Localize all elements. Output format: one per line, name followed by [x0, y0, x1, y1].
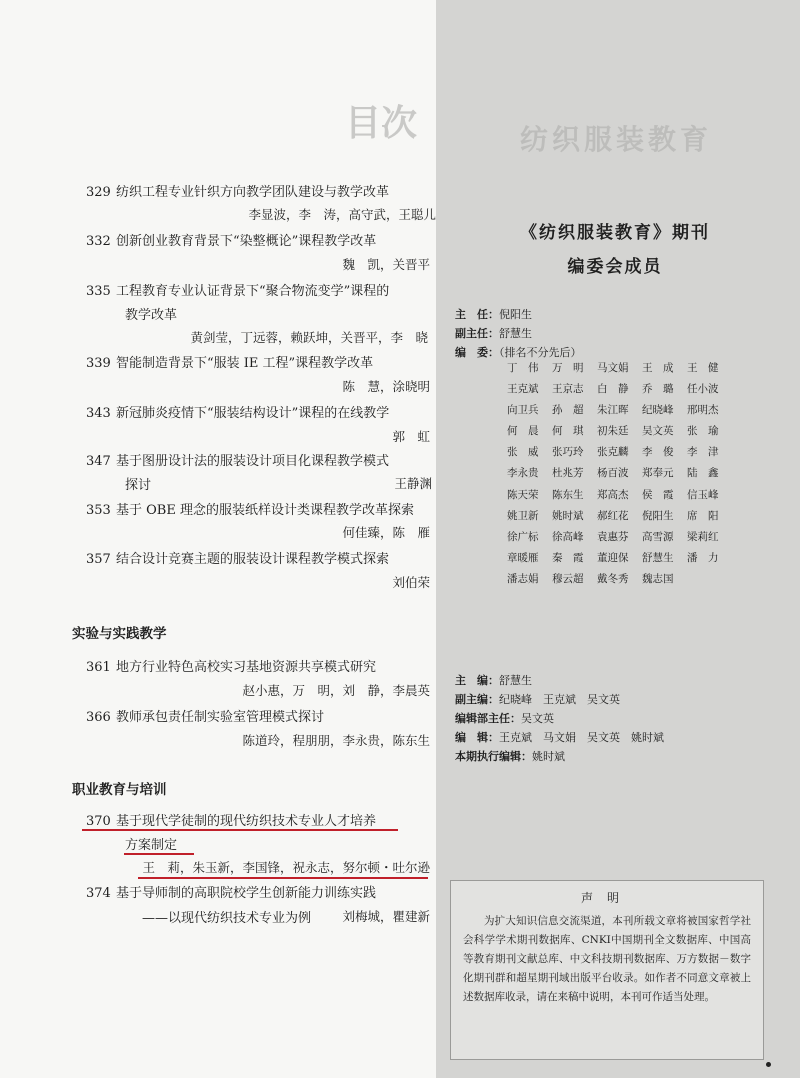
board-member: 董迎保	[597, 551, 629, 564]
board-member: 李永贵	[507, 467, 539, 480]
board-member: 纪晓峰	[642, 404, 674, 417]
board-member: 姚时斌	[552, 509, 584, 522]
board-subtitle: 编委会成员	[567, 257, 663, 277]
board-member: 潘志娟	[507, 572, 539, 585]
toc-entry-cont[interactable]: 方案制定	[125, 838, 178, 853]
board-member: 郝红花	[597, 509, 629, 522]
board-member: 郑高杰	[597, 488, 629, 501]
board-member: 袁惠芬	[597, 530, 629, 543]
editors-line: 编 辑：王克斌 马文娟 吴文英 姚时斌	[455, 731, 664, 744]
toc-authors: 何佳臻，陈 雁	[342, 525, 430, 540]
toc-entry[interactable]: 329 纺织工程专业针织方向教学团队建设与教学改革	[86, 185, 390, 200]
board-members-list	[507, 358, 737, 590]
page-dot	[766, 1062, 771, 1067]
toc-entry[interactable]: 374 基于导师制的高职院校学生创新能力训练实践	[86, 886, 377, 901]
toc-entry-cont[interactable]: 探讨	[125, 478, 152, 493]
board-member: 舒慧生	[642, 551, 674, 564]
toc-entry[interactable]: 353 基于 OBE 理念的服装纸样设计类课程教学改革探索	[86, 503, 414, 518]
statement-title: 声明	[580, 891, 633, 905]
board-member: 朱江晖	[597, 404, 629, 417]
board-member: 孙 超	[552, 404, 584, 417]
toc-entry[interactable]: 361 地方行业特色高校实习基地资源共享模式研究	[86, 660, 377, 675]
statement-body: 为扩大知识信息交流渠道，本刊所载文章将被国家哲学社会科学学术期刊数据库、CNKI中国期刊全文数据库、中国高等教育期刊文献总库、中文科技期刊数据库、万方数据－数字化期刊群和超星期刊域出版平台收录。如作者不同意文章被上述数据库收录，请在来稿中说明，本刊可作适当处理。	[463, 915, 751, 1003]
toc-authors: 魏 凯，关晋平	[342, 257, 430, 272]
toc-authors: 刘梅城，瞿建新	[342, 909, 430, 924]
board-member: 张巧玲	[552, 446, 584, 459]
toc-entry[interactable]: 343 新冠肺炎疫情下“服装结构设计”课程的在线教学	[86, 406, 390, 421]
board-member: 马文娟	[597, 362, 629, 374]
exec-editor-line: 本期执行编辑：姚时斌	[455, 750, 565, 763]
toc-entry[interactable]: 339 智能制造背景下“服装 IE 工程”课程教学改革	[86, 356, 374, 371]
board-member: 向卫兵	[507, 404, 539, 417]
members-line: 编 委：（排名不分先后）	[455, 346, 582, 359]
board-member: 陈天荣	[507, 488, 539, 501]
toc-entry-highlighted[interactable]: 370 基于现代学徒制的现代纺织技术专业人才培养	[86, 814, 377, 829]
board-member: 王 成	[642, 362, 674, 374]
board-member: 陈东生	[552, 488, 584, 501]
board-member: 姚卫新	[507, 509, 539, 522]
director-line: 主 任：倪阳生	[455, 308, 532, 321]
board-member: 穆云超	[552, 572, 584, 585]
toc-entry[interactable]: 332 创新创业教育背景下“染整概论”课程教学改革	[86, 234, 377, 249]
board-member: 席 阳	[687, 509, 719, 522]
toc-entry-cont[interactable]: 教学改革	[125, 308, 178, 323]
toc-authors: 王静渊	[394, 476, 432, 491]
vice-director-line: 副主任：舒慧生	[455, 327, 532, 340]
toc-entry[interactable]: 347 基于图册设计法的服装设计项目化课程教学模式	[86, 454, 390, 469]
board-member: 侯 霞	[642, 488, 674, 501]
board-member: 王 健	[687, 362, 719, 374]
deputy-editor-line: 副主编：纪晓峰 王克斌 吴文英	[455, 693, 620, 706]
board-member: 魏志国	[642, 572, 674, 585]
board-member: 杜兆芳	[552, 467, 584, 480]
board-member: 戴冬秀	[597, 572, 629, 585]
board-member: 徐广标	[507, 530, 539, 543]
board-member: 梁莉红	[687, 530, 719, 543]
board-member: 徐高峰	[552, 530, 584, 543]
toc-entry[interactable]: 335 工程教育专业认证背景下“聚合物流变学”课程的	[86, 284, 390, 299]
board-member: 白 静	[597, 383, 629, 396]
board-member: 初朱廷	[597, 425, 629, 438]
highlight-underline	[124, 853, 194, 855]
office-director-line: 编辑部主任：吴文英	[455, 712, 554, 725]
board-member: 章暖雁	[507, 551, 539, 564]
board-member: 何 琪	[552, 425, 584, 438]
board-member: 王克斌	[507, 383, 539, 396]
board-member: 张 瑜	[687, 425, 719, 438]
board-member: 秦 霞	[552, 551, 584, 564]
board-member: 何 晨	[507, 425, 539, 438]
toc-subtitle: ——以现代纺织技术专业为例	[142, 911, 312, 926]
board-member: 万 明	[552, 362, 584, 374]
section-heading: 职业教育与培训	[72, 782, 167, 798]
board-member: 张 威	[507, 446, 539, 459]
toc-authors: 刘伯荣	[392, 575, 430, 590]
board-member: 邢明杰	[687, 404, 719, 417]
board-member: 丁 伟	[507, 362, 539, 374]
board-member: 张克麟	[597, 446, 629, 459]
board-member: 杨百波	[597, 467, 629, 480]
board-member: 高雪源	[642, 530, 674, 543]
toc-authors: 陈道玲，程朋朋，李永贵，陈东生	[242, 733, 430, 748]
toc-entry[interactable]: 366 教师承包责任制实验室管理模式探讨	[86, 710, 325, 725]
highlight-underline	[138, 877, 428, 879]
board-member: 信玉峰	[687, 488, 719, 501]
board-member: 李 津	[687, 446, 719, 459]
bleed-through-text: 纺织服装教育	[520, 123, 713, 156]
board-member: 乔 璐	[642, 383, 674, 396]
toc-authors: 郭 虹	[392, 429, 430, 444]
section-heading: 实验与实践教学	[72, 626, 167, 642]
board-title: 《纺织服装教育》期刊	[520, 223, 710, 243]
board-member: 吴文英	[642, 425, 674, 438]
bleed-through-text: 目次	[345, 102, 418, 144]
highlight-underline	[82, 829, 398, 831]
board-member: 任小波	[687, 383, 719, 396]
statement-box	[450, 880, 764, 1060]
board-member: 郑奉元	[642, 467, 674, 480]
board-member: 陆 鑫	[687, 467, 719, 480]
board-member: 潘 力	[687, 551, 719, 564]
toc-authors-highlighted: 王 莉，朱玉新，李国锋，祝永志，努尔顿・吐尔逊	[142, 860, 430, 875]
toc-authors: 黄剑莹，丁远蓉，赖跃坤，关晋平，李 晓	[190, 330, 428, 345]
editor-line: 主 编：舒慧生	[455, 674, 532, 687]
toc-entry[interactable]: 357 结合设计竞赛主题的服装设计课程教学模式探索	[86, 552, 390, 567]
toc-authors: 李显波，李 涛，高守武，王聪儿	[248, 207, 436, 222]
board-member: 李 俊	[642, 446, 674, 459]
board-member: 王京志	[552, 383, 584, 396]
board-member: 倪阳生	[642, 509, 674, 522]
toc-authors: 赵小惠，万 明，刘 静，李晨英	[242, 683, 430, 698]
toc-authors: 陈 慧，涂晓明	[342, 379, 430, 394]
